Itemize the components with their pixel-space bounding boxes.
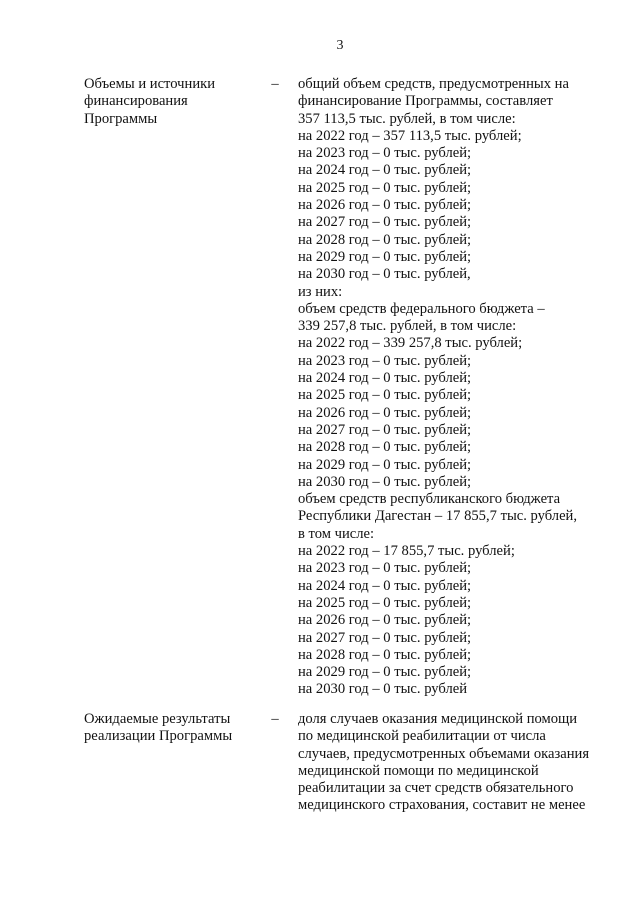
financing-text-line: на 2023 год – 0 тыс. рублей; (298, 352, 472, 369)
results-text-line: реабилитации за счет средств обязательного (298, 780, 574, 797)
results-label (84, 711, 259, 746)
financing-text-line: на 2027 год – 0 тыс. рублей; (298, 421, 472, 438)
financing-dash: – (271, 76, 279, 92)
financing-text-line: на 2029 год – 0 тыс. рублей; (298, 248, 472, 265)
financing-text-line: на 2027 год – 0 тыс. рублей; (298, 214, 472, 231)
financing-text-line: на 2024 год – 0 тыс. рублей; (298, 162, 472, 179)
financing-text-line: на 2024 год – 0 тыс. рублей; (298, 577, 472, 594)
results-text-line: по медицинской реабилитации от числа (298, 728, 546, 745)
financing-label-line: Программы (84, 110, 158, 127)
financing-text-line: на 2025 год – 0 тыс. рублей; (298, 387, 472, 404)
financing-text-line: на 2025 год – 0 тыс. рублей; (298, 594, 472, 611)
financing-text-line: из них: (298, 283, 343, 300)
financing-label (84, 76, 259, 128)
financing-text-line: 357 113,5 тыс. рублей, в том числе: (298, 110, 516, 127)
results-text-line: медицинской помощи по медицинской (298, 762, 539, 779)
financing-text-line: на 2023 год – 0 тыс. рублей; (298, 145, 472, 162)
page-number: 3 (336, 38, 344, 53)
financing-text-line: на 2028 год – 0 тыс. рублей; (298, 439, 472, 456)
financing-text-line: на 2024 год – 0 тыс. рублей; (298, 370, 472, 387)
financing-content (298, 76, 600, 699)
financing-text-line: на 2026 год – 0 тыс. рублей; (298, 197, 472, 214)
financing-text-line: на 2026 год – 0 тыс. рублей; (298, 404, 472, 421)
financing-text-line: объем средств федерального бюджета – (298, 300, 545, 317)
financing-text-line: на 2022 год – 357 113,5 тыс. рублей; (298, 127, 522, 144)
financing-label-line: финансирования (84, 93, 188, 110)
results-label-line: Ожидаемые результаты (84, 711, 231, 727)
financing-text-line: на 2028 год – 0 тыс. рублей; (298, 231, 472, 248)
financing-text-line: на 2022 год – 17 855,7 тыс. рублей; (298, 543, 515, 560)
financing-text-line: 339 257,8 тыс. рублей, в том числе: (298, 318, 517, 335)
financing-text-line: объем средств республиканского бюджета (298, 491, 561, 508)
results-content (298, 711, 600, 815)
financing-text-line: на 2028 год – 0 тыс. рублей; (298, 646, 472, 663)
financing-text-line: на 2023 год – 0 тыс. рублей; (298, 560, 472, 577)
financing-text-line: на 2030 год – 0 тыс. рублей (298, 681, 468, 698)
results-text-line: медицинского страхования, составит не менее (298, 797, 586, 814)
results-text-line: доля случаев оказания медицинской помощи (298, 711, 578, 727)
financing-text-line: на 2027 год – 0 тыс. рублей; (298, 629, 472, 646)
results-dash: – (271, 711, 279, 727)
financing-text-line: на 2029 год – 0 тыс. рублей; (298, 664, 472, 681)
financing-text-line: на 2030 год – 0 тыс. рублей, (298, 266, 471, 283)
financing-text-line: на 2030 год – 0 тыс. рублей; (298, 473, 472, 490)
financing-text-line: на 2025 год – 0 тыс. рублей; (298, 179, 472, 196)
financing-text-line: общий объем средств, предусмотренных на (298, 76, 569, 92)
financing-text-line: Республики Дагестан – 17 855,7 тыс. рублей, (298, 508, 578, 525)
financing-text-line: на 2029 год – 0 тыс. рублей; (298, 456, 472, 473)
results-label-line: реализации Программы (84, 728, 233, 745)
financing-text-line: финансирование Программы, составляет (298, 93, 553, 110)
financing-label-line: Объемы и источники (84, 76, 216, 92)
financing-text-line: в том числе: (298, 525, 375, 542)
financing-text-line: на 2022 год – 339 257,8 тыс. рублей; (298, 335, 523, 352)
results-text-line: случаев, предусмотренных объемами оказания (298, 745, 590, 762)
financing-text-line: на 2026 год – 0 тыс. рублей; (298, 612, 472, 629)
